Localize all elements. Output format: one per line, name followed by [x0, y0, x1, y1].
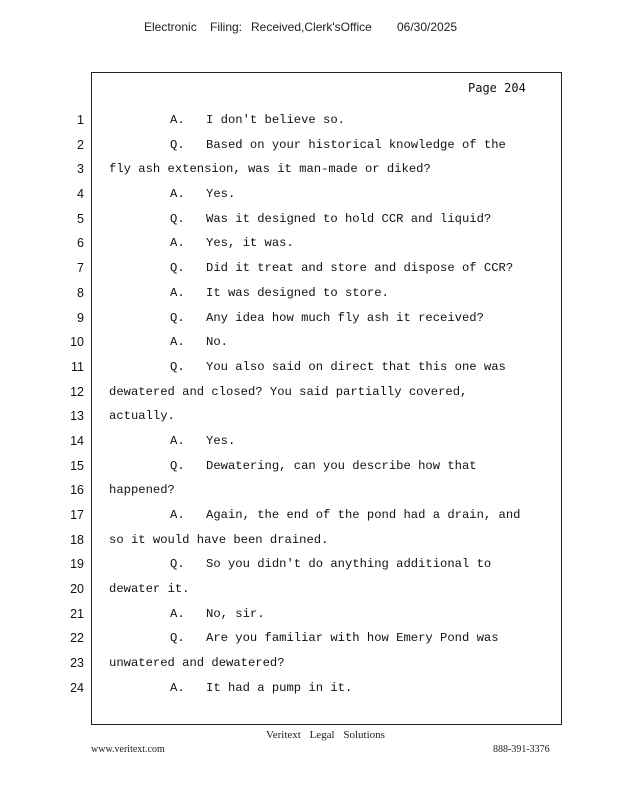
line-number-column	[60, 112, 84, 705]
transcript-text: happened?	[109, 483, 175, 498]
line-number: 6	[77, 236, 84, 251]
transcript-text: Did it treat and store and dispose of CCR?	[206, 261, 514, 276]
speaker-tag: Q.	[170, 137, 185, 152]
transcript-text: No, sir.	[206, 606, 265, 621]
footer-company-name: Veritext Legal Solutions	[266, 729, 385, 741]
transcript-line	[109, 235, 549, 260]
transcript-body	[109, 112, 549, 705]
speaker-tag: A.	[170, 680, 185, 695]
transcript-line	[109, 581, 549, 606]
transcript-text: actually.	[109, 409, 175, 424]
transcript-line	[109, 211, 549, 236]
line-number: 21	[70, 606, 84, 621]
speaker-tag: Q.	[170, 557, 185, 572]
line-number: 3	[77, 162, 84, 177]
footer-phone: 888-391-3376	[493, 744, 550, 755]
speaker-tag: Q.	[170, 631, 185, 646]
line-number: 1	[77, 113, 84, 127]
transcript-text: Yes, it was.	[206, 236, 294, 251]
transcript-text: Dewatering, can you describe how that	[206, 458, 477, 473]
line-number: 14	[70, 433, 84, 448]
speaker-tag: Q.	[170, 310, 185, 325]
line-number: 10	[70, 335, 84, 350]
transcript-text: fly ash extension, was it man-made or diked?	[109, 162, 431, 177]
transcript-text: I don't believe so.	[206, 113, 345, 127]
transcript-line	[109, 630, 549, 655]
transcript-line	[109, 359, 549, 384]
transcript-text: It had a pump in it.	[206, 680, 353, 695]
speaker-tag: Q.	[170, 458, 185, 473]
line-number: 19	[70, 557, 84, 572]
transcript-line	[109, 137, 549, 162]
speaker-tag: A.	[170, 113, 185, 127]
line-number: 7	[77, 261, 84, 276]
filing-date: 06/30/2025	[397, 20, 458, 34]
transcript-line	[109, 482, 549, 507]
speaker-tag: Q.	[170, 359, 185, 374]
transcript-line	[109, 334, 549, 359]
line-number: 5	[77, 211, 84, 226]
transcript-line	[109, 384, 549, 409]
transcript-line	[109, 433, 549, 458]
line-number: 4	[77, 187, 84, 202]
transcript-text: unwatered and dewatered?	[109, 656, 285, 671]
transcript-line	[109, 408, 549, 433]
line-number: 9	[77, 310, 84, 325]
transcript-line	[109, 186, 549, 211]
speaker-tag: Q.	[170, 211, 185, 226]
speaker-tag: A.	[170, 187, 185, 202]
transcript-text: Based on your historical knowledge of the	[206, 137, 506, 152]
transcript-text: dewatered and closed? You said partially covered,	[109, 384, 468, 399]
line-number: 24	[70, 680, 84, 695]
line-number: 12	[70, 384, 84, 399]
line-number: 15	[70, 458, 84, 473]
transcript-text: You also said on direct that this one was	[206, 359, 506, 374]
filing-filing-label: Filing:	[210, 20, 243, 34]
transcript-line	[109, 507, 549, 532]
filing-electronic-label: Electronic	[144, 20, 197, 34]
speaker-tag: Q.	[170, 261, 185, 276]
transcript-text: So you didn't do anything additional to	[206, 557, 492, 572]
line-number: 17	[70, 508, 84, 522]
transcript-line	[109, 260, 549, 285]
transcript-line	[109, 458, 549, 483]
transcript-line	[109, 112, 549, 137]
speaker-tag: A.	[170, 236, 185, 251]
footer-website: www.veritext.com	[91, 744, 165, 755]
transcript-line	[109, 680, 549, 705]
transcript-line	[109, 655, 549, 680]
transcript-line	[109, 285, 549, 310]
transcript-text: Any idea how much fly ash it received?	[206, 310, 484, 325]
transcript-text: Are you familiar with how Emery Pond was	[206, 631, 499, 646]
line-number: 22	[70, 631, 84, 646]
transcript-line	[109, 161, 549, 186]
transcript-text: It was designed to store.	[206, 285, 389, 300]
page-number: Page 204	[468, 81, 526, 95]
transcript-line	[109, 532, 549, 557]
line-number: 20	[70, 582, 84, 597]
line-number: 2	[77, 137, 84, 152]
speaker-tag: A.	[170, 285, 185, 300]
line-number: 11	[71, 359, 84, 374]
speaker-tag: A.	[170, 433, 185, 448]
transcript-line	[109, 556, 549, 581]
transcript-text: No.	[206, 335, 228, 350]
speaker-tag: A.	[170, 606, 185, 621]
transcript-text: Was it designed to hold CCR and liquid?	[206, 211, 492, 226]
line-number: 23	[70, 656, 84, 671]
line-number: 8	[77, 285, 84, 300]
transcript-line	[109, 606, 549, 631]
transcript-text: Yes.	[206, 433, 236, 448]
line-number: 16	[70, 483, 84, 498]
line-number: 13	[70, 409, 84, 424]
speaker-tag: A.	[170, 508, 185, 522]
transcript-text: Yes.	[206, 187, 236, 202]
transcript-line	[109, 310, 549, 335]
filing-received-label: Received,Clerk'sOffice	[251, 20, 372, 34]
speaker-tag: A.	[170, 335, 185, 350]
transcript-text: dewater it.	[109, 582, 190, 597]
transcript-text: Again, the end of the pond had a drain, and	[206, 508, 521, 522]
transcript-text: so it would have been drained.	[109, 532, 329, 547]
line-number: 18	[70, 532, 84, 547]
